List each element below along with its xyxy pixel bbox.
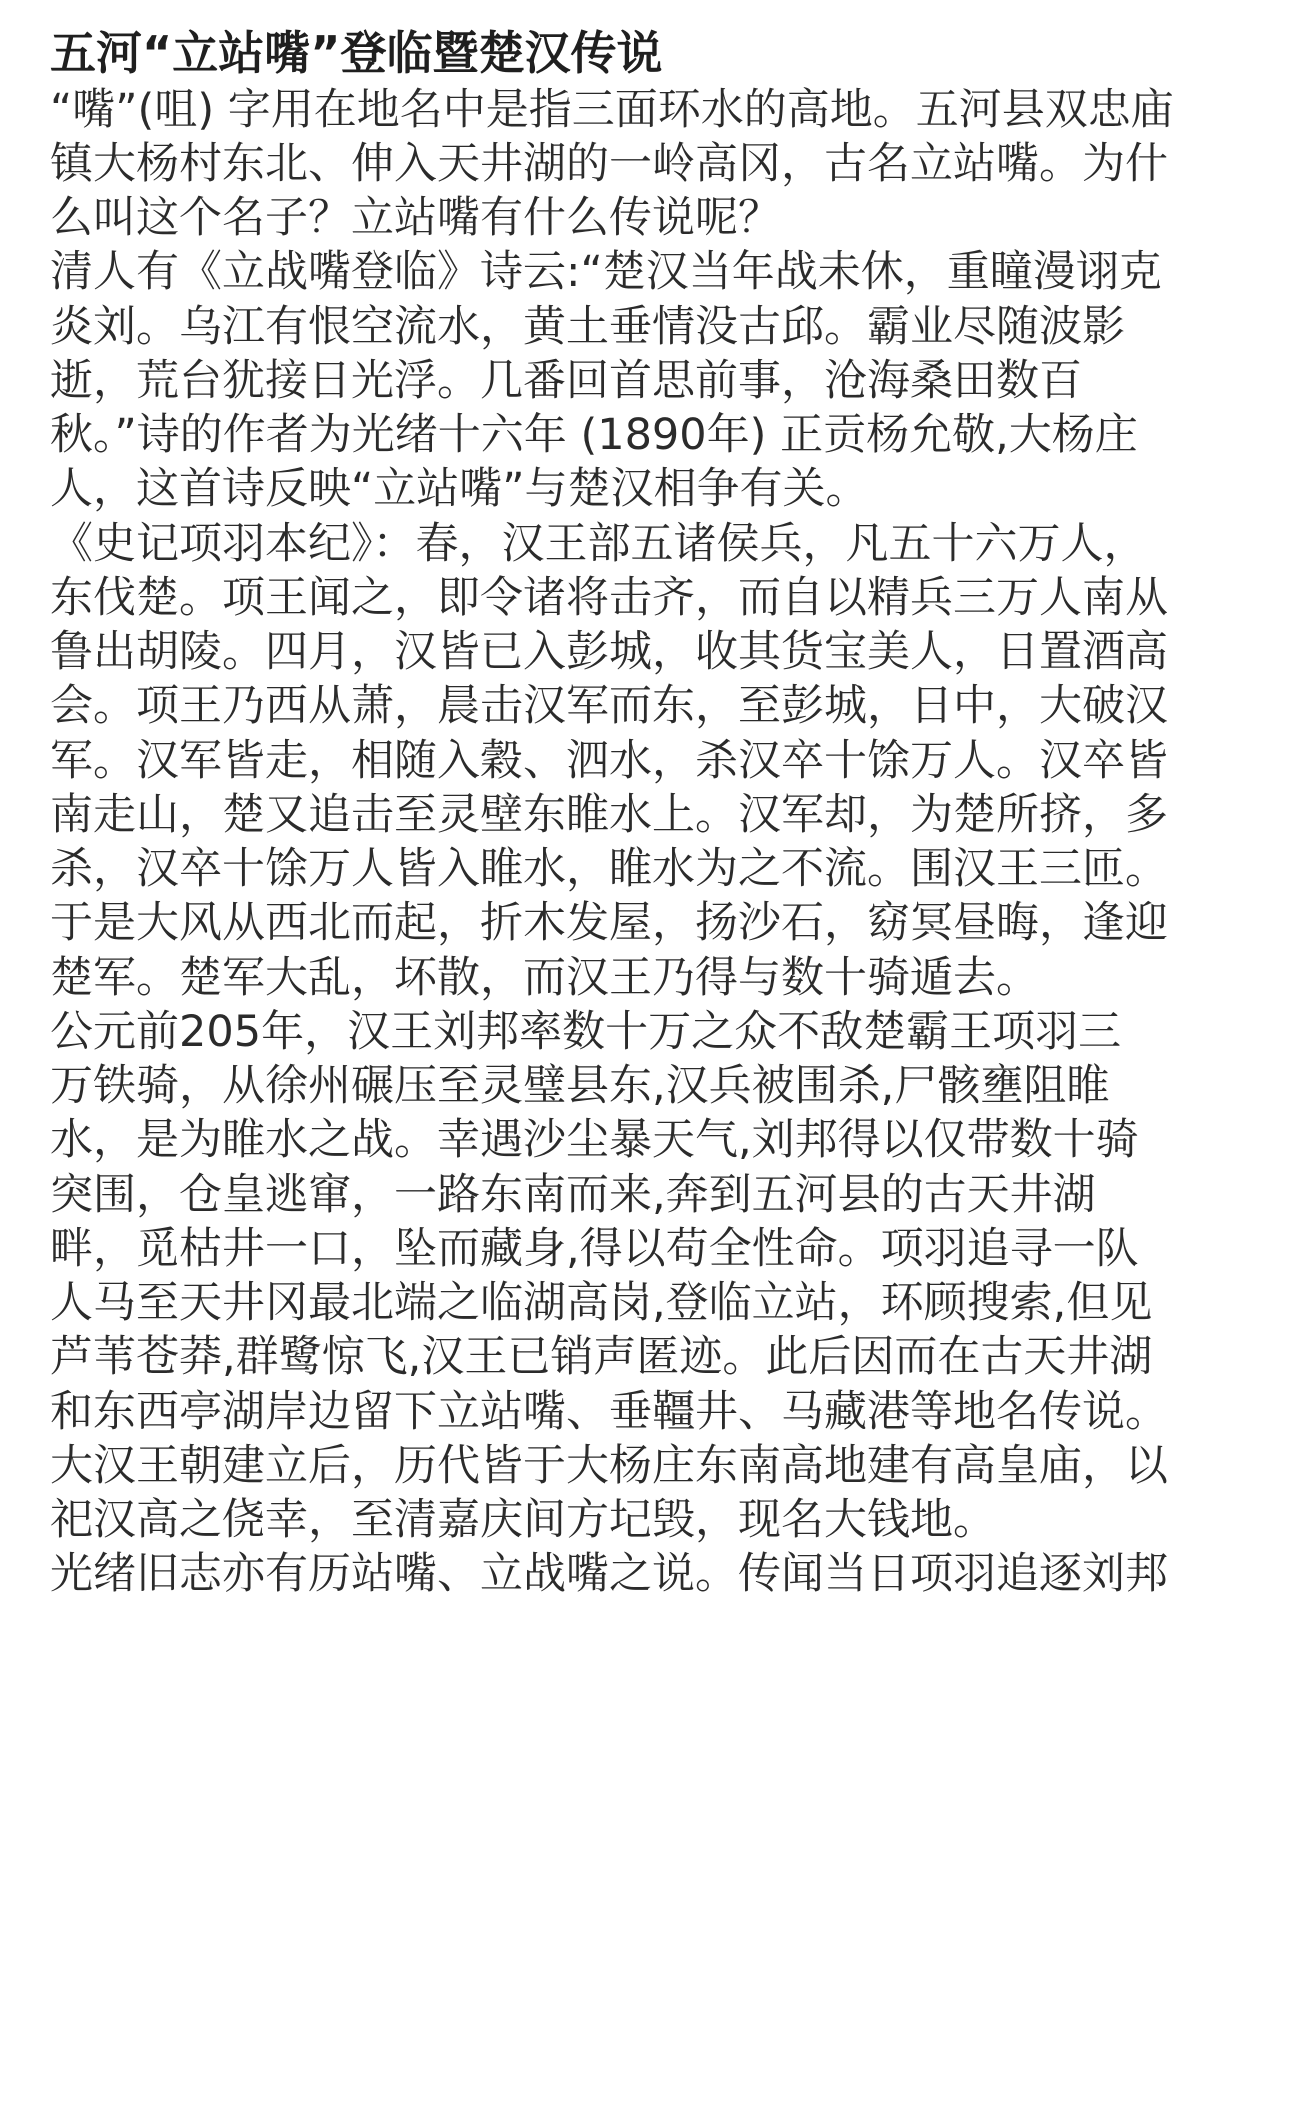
body-line: 突围，仓皇逃窜，一路东南而来,奔到五河县的古天井湖 <box>50 1170 1096 1220</box>
body-line: 东伐楚。项王闻之，即令诸将击齐，而自以精兵三万人南从 <box>50 573 1168 623</box>
body-line: 大汉王朝建立后，历代皆于大杨庄东南高地建有高皇庙，以 <box>50 1441 1168 1491</box>
body-line: 畔，觅枯井一口，坠而藏身,得以苟全性命。项羽追寻一队 <box>50 1224 1139 1274</box>
body-line: 芦苇苍莽,群鹭惊飞,汉王已销声匿迹。此后因而在古天井湖 <box>50 1332 1153 1382</box>
body-line: 水，是为睢水之战。幸遇沙尘暴天气,刘邦得以仅带数十骑 <box>50 1115 1139 1165</box>
body-line: 和东西亭湖岸边留下立站嘴、垂韁井、马藏港等地名传说。 <box>50 1387 1168 1437</box>
body-line: 清人有《立战嘴登临》诗云:“楚汉当年战未休，重瞳漫诩克 <box>50 247 1162 297</box>
body-line: 军。汉军皆走，相随入穀、泗水，杀汉卒十馀万人。汉卒皆 <box>50 736 1168 786</box>
body-line: 镇大杨村东北、伸入天井湖的一岭高冈，古名立站嘴。为什 <box>50 139 1168 189</box>
body-line: 公元前205年，汉王刘邦率数十万之众不敌楚霸王项羽三 <box>50 1007 1122 1057</box>
body-line: 南走山，楚又追击至灵壁东睢水上。汉军却，为楚所挤，多 <box>50 790 1168 840</box>
body-line: 于是大风从西北而起，折木发屋，扬沙石，窈冥昼晦，逢迎 <box>50 898 1168 948</box>
body-line: 人，这首诗反映“立站嘴”与楚汉相争有关。 <box>50 464 869 514</box>
body-line: 么叫这个名子？立站嘴有什么传说呢？ <box>50 193 781 243</box>
body-line: “嘴”(咀) 字用在地名中是指三面环水的高地。五河县双忠庙 <box>50 85 1174 135</box>
article-title: 五河“立站嘴”登临暨楚汉传说 <box>50 26 663 80</box>
body-line: 杀，汉卒十馀万人皆入睢水，睢水为之不流。围汉王三匝。 <box>50 844 1168 894</box>
body-line: 会。项王乃西从萧，晨击汉军而东，至彭城，日中，大破汉 <box>50 681 1168 731</box>
body-line: 秋。”诗的作者为光绪十六年 (1890年) 正贡杨允敬,大杨庄 <box>50 410 1138 460</box>
body-line: 炎刘。乌江有恨空流水，黄土垂情没古邱。霸业尽随波影 <box>50 302 1125 352</box>
body-line: 逝，荒台犹接日光浮。几番回首思前事，沧海桑田数百 <box>50 356 1082 406</box>
body-line: 万铁骑，从徐州碾压至灵璧县东,汉兵被围杀,尸骸壅阻睢 <box>50 1061 1110 1111</box>
body-line: 《史记项羽本纪》：春，汉王部五诸侯兵，凡五十六万人， <box>50 519 1147 569</box>
body-line: 鲁出胡陵。四月，汉皆已入彭城，收其货宝美人，日置酒高 <box>50 627 1168 677</box>
body-line: 人马至天井冈最北端之临湖高岗,登临立站，环顾搜索,但见 <box>50 1278 1153 1328</box>
body-line: 祀汉高之侥幸，至清嘉庆间方圮毁，现名大钱地。 <box>50 1495 996 1545</box>
body-line: 光绪旧志亦有历站嘴、立战嘴之说。传闻当日项羽追逐刘邦 <box>50 1549 1168 1599</box>
body-line: 楚军。楚军大乱，坏散，而汉王乃得与数十骑遁去。 <box>50 953 1039 1003</box>
